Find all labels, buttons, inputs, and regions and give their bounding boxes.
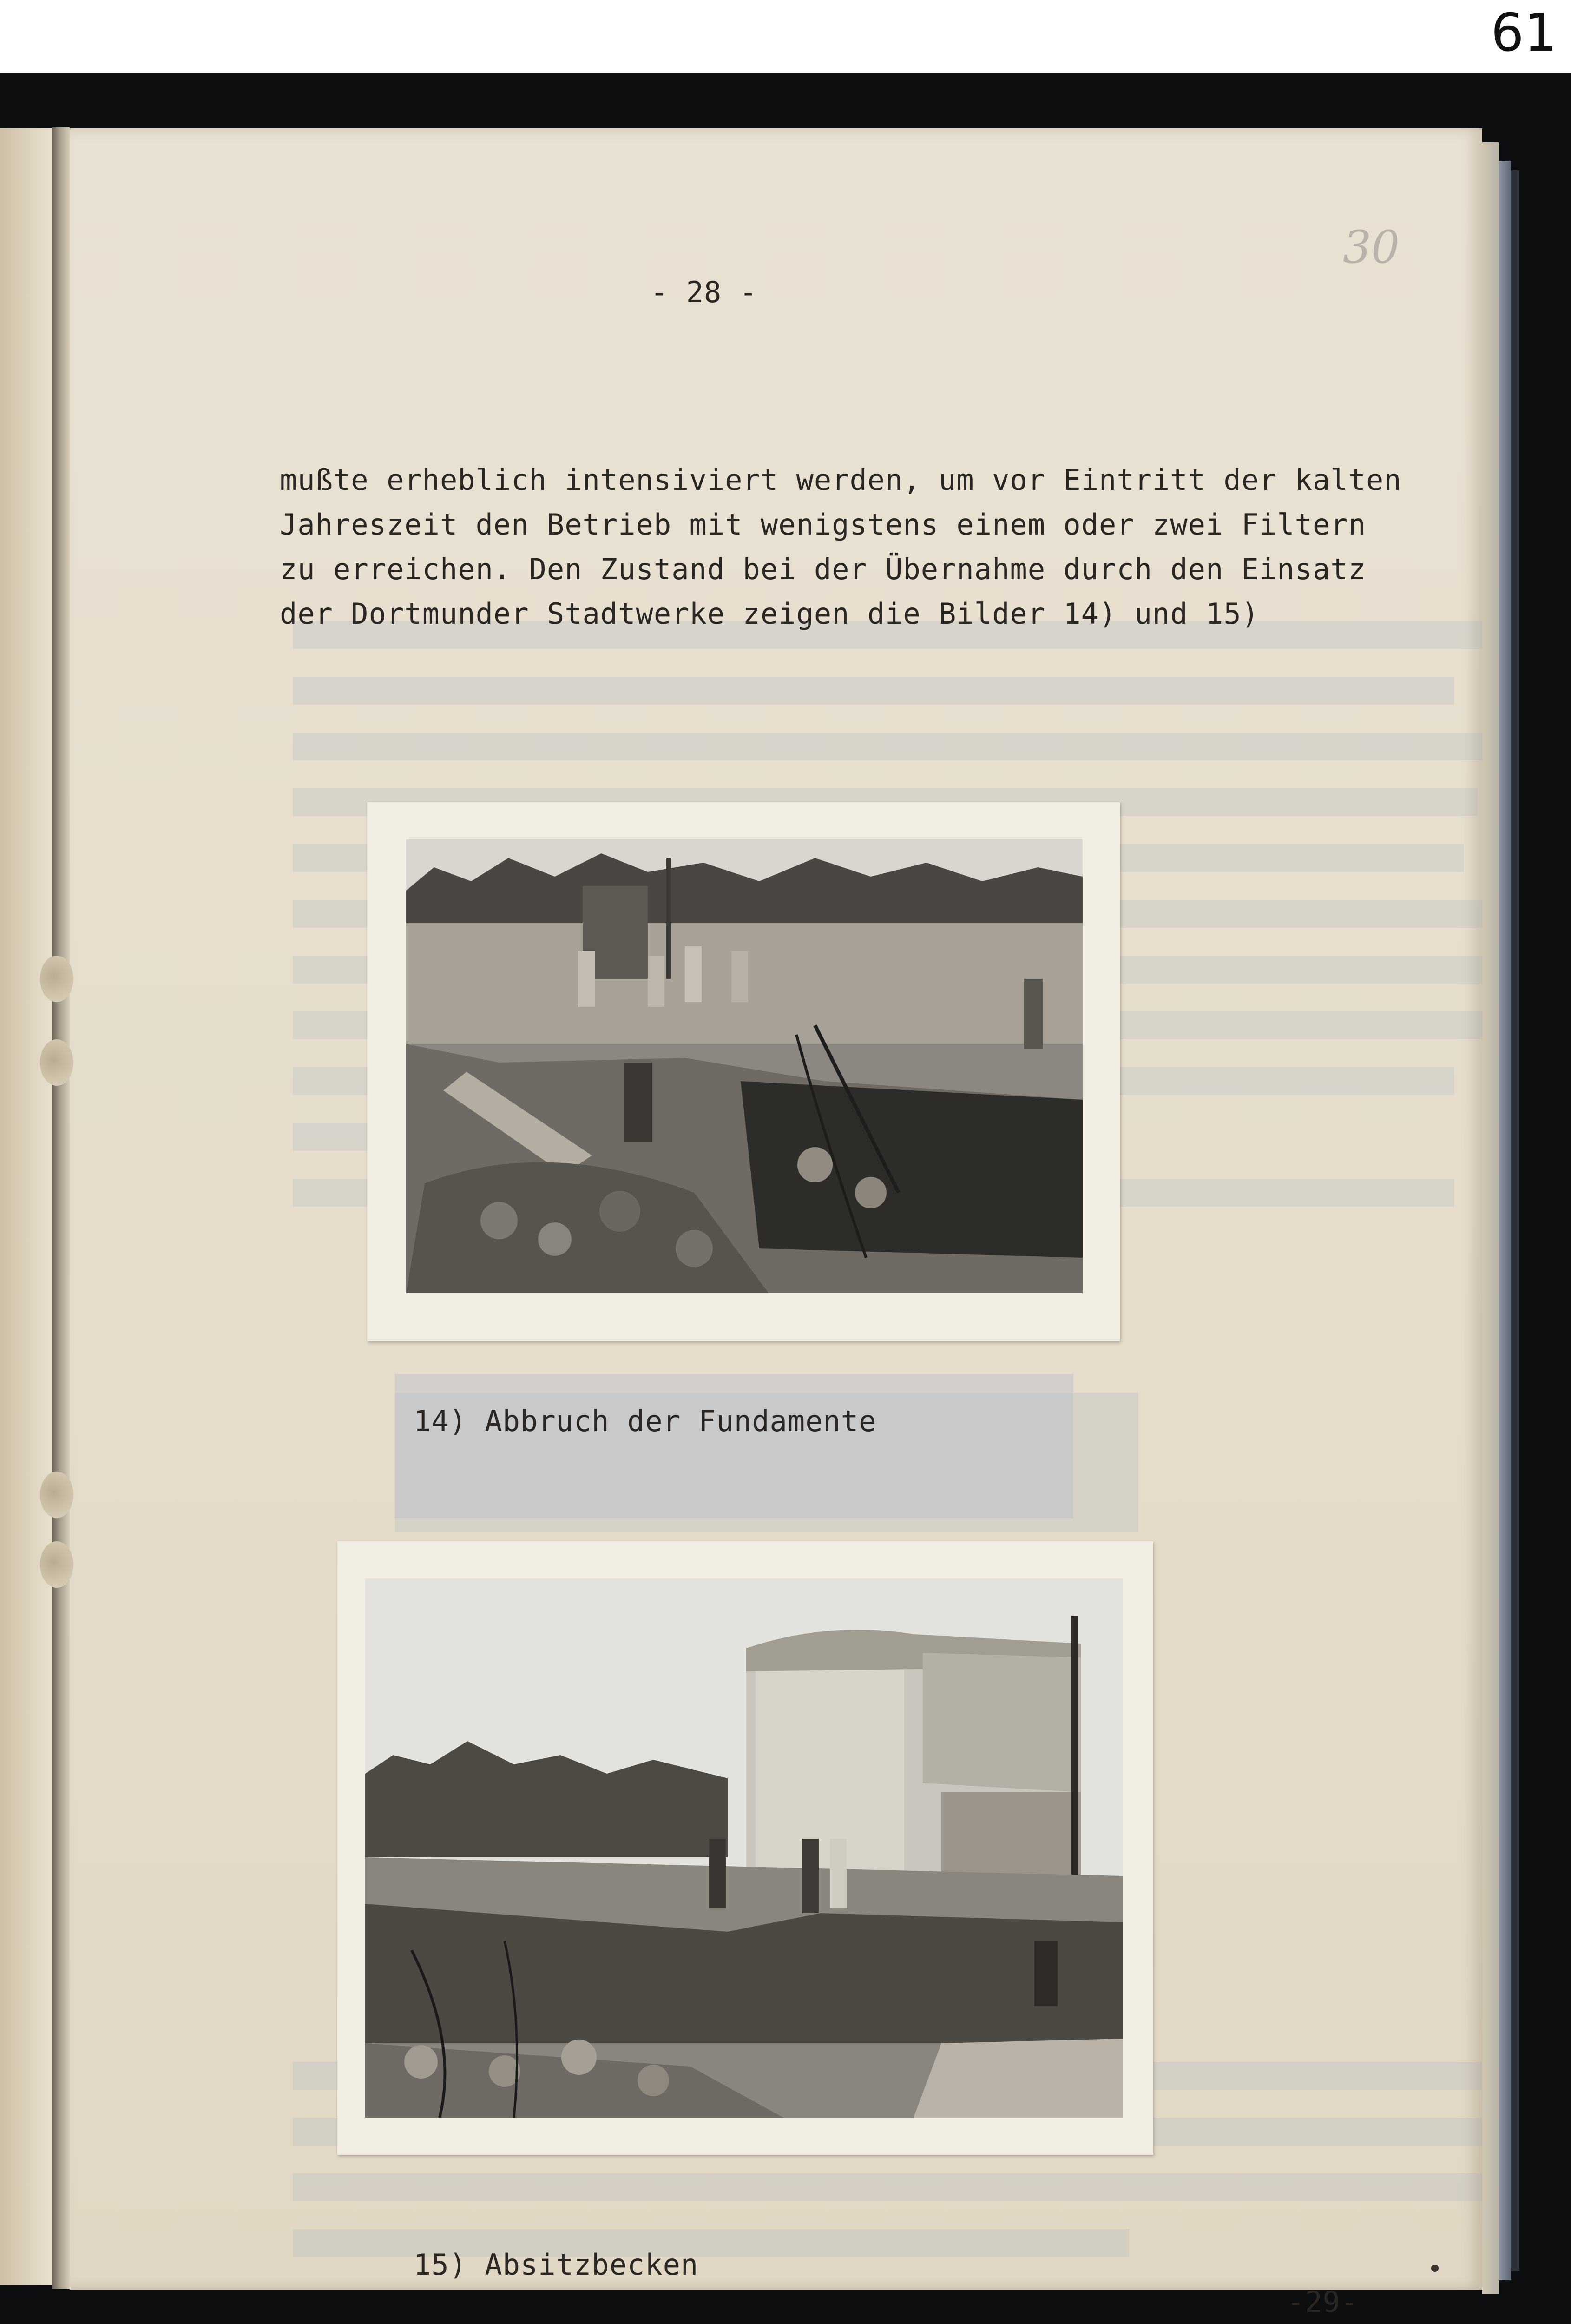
document-page	[70, 128, 1482, 2319]
archive-page-number: 61	[1491, 3, 1557, 63]
left-page-edge	[0, 128, 52, 2285]
binding-hole	[40, 956, 73, 1002]
body-text	[280, 463, 1534, 658]
scanned-book-spread	[0, 73, 1571, 2324]
photo-settling-basin	[365, 1578, 1123, 2118]
bleed-through-line	[293, 677, 1454, 705]
body-line: zu erreichen. Den Zustand bei der Übernahme durch den Einsatz	[280, 552, 1366, 586]
binding-hole	[40, 1541, 73, 1588]
photo-caption: 15) Absitzbecken	[414, 2248, 699, 2282]
book-cover-shadow	[1511, 170, 1519, 2271]
photo-mount	[367, 802, 1120, 1341]
book-cover-edge	[1499, 161, 1511, 2280]
binding-hole	[40, 1039, 73, 1086]
caption-background	[395, 1374, 1073, 1518]
body-line: der Dortmunder Stadtwerke zeigen die Bilder 14) und 15)	[280, 597, 1259, 631]
photo-mount	[337, 1541, 1153, 2155]
footer-page-number: -29-	[1287, 2285, 1359, 2319]
photo-demolition-foundations	[406, 839, 1083, 1293]
bleed-through-line	[293, 2173, 1501, 2201]
body-line: mußte erheblich intensiviert werden, um vor Eintritt der kalten	[280, 463, 1402, 497]
photo-caption: 14) Abbruch der Fundamente	[414, 1404, 877, 1438]
page-stack-edge	[1482, 142, 1499, 2294]
typed-page-number: - 28 -	[651, 275, 757, 309]
book-gutter	[52, 127, 70, 2289]
bleed-through-line	[293, 733, 1482, 760]
pencil-folio-number: 30	[1343, 221, 1400, 273]
ink-dot	[1431, 2265, 1439, 2272]
body-line: Jahreszeit den Betrieb mit wenigstens einem oder zwei Filtern	[280, 508, 1366, 541]
binding-hole	[40, 1472, 73, 1518]
